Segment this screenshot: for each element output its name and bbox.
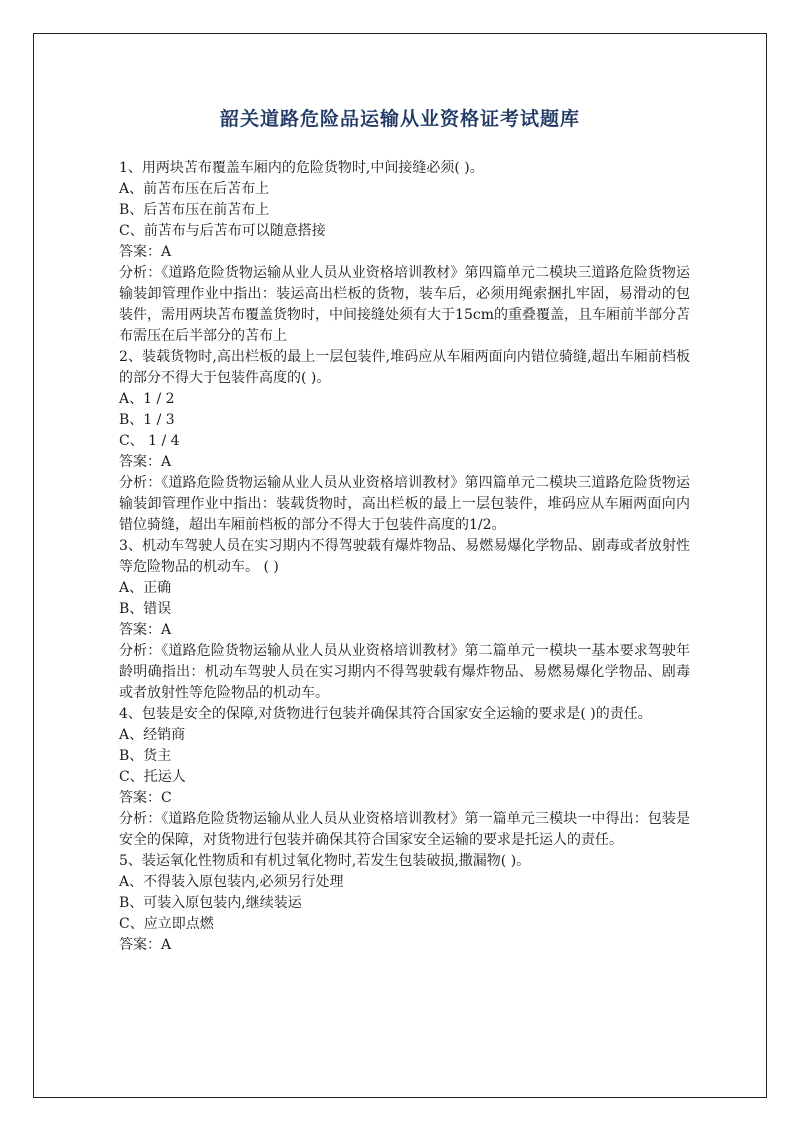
question-block-4	[119, 704, 690, 851]
answer: 答案：A	[119, 937, 172, 953]
analysis: 分析：《道路危险货物运输从业人员从业资格培训教材》第四篇单元二模块三道路危险货物运输装卸管理作业中指出：装载货物时，高出栏板的最上一层包装件，堆码应从车厢两面向内错位骑缝，超出车厢前档板的部分不得大于包装件高度的1/2。	[119, 475, 690, 533]
option-b: B、可装入原包装内,继续装运	[119, 895, 302, 911]
answer: 答案：C	[119, 790, 172, 806]
question-block-2	[119, 347, 690, 536]
document-title: 韶关道路危险品运输从业资格证考试题库	[219, 108, 580, 130]
option-b: B、货主	[119, 748, 172, 764]
answer: 答案：A	[119, 244, 172, 260]
answer: 答案：A	[119, 454, 172, 470]
analysis: 分析：《道路危险货物运输从业人员从业资格培训教材》第二篇单元一模块一基本要求驾驶年龄明确指出：机动车驾驶人员在实习期内不得驾驶载有爆炸物品、易燃易爆化学物品、剧毒或者放射性等危险物品的机动车。	[119, 643, 690, 701]
question-block-1	[119, 158, 690, 347]
option-c: C、应立即点燃	[119, 916, 214, 932]
answer: 答案：A	[119, 622, 172, 638]
option-a: A、经销商	[119, 727, 186, 743]
option-a: A、前苫布压在后苫布上	[119, 181, 270, 197]
question-block-5	[119, 851, 690, 956]
option-c: C、前苫布与后苫布可以随意搭接	[119, 223, 326, 239]
option-c: C、托运人	[119, 769, 186, 785]
option-a: A、不得装入原包装内,必须另行处理	[119, 874, 344, 890]
option-b: B、1 / 3	[119, 412, 175, 428]
question-text: 1、用两块苫布覆盖车厢内的危险货物时,中间接缝必须( )。	[119, 160, 484, 176]
option-c: C、 1 / 4	[119, 433, 180, 449]
option-b: B、后苫布压在前苫布上	[119, 202, 270, 218]
question-text: 4、包装是安全的保障,对货物进行包装并确保其符合国家安全运输的要求是( )的责任。	[119, 706, 652, 722]
question-list	[119, 158, 690, 956]
question-text: 5、装运氧化性物质和有机过氧化物时,若发生包装破损,撒漏物( )。	[119, 853, 531, 869]
analysis: 分析：《道路危险货物运输从业人员从业资格培训教材》第一篇单元三模块一中得出：包装是安全的保障，对货物进行包装并确保其符合国家安全运输的要求是托运人的责任。	[119, 811, 690, 848]
option-a: A、正确	[119, 580, 172, 596]
question-text: 3、机动车驾驶人员在实习期内不得驾驶载有爆炸物品、易燃易爆化学物品、剧毒或者放射性等危险物品的机动车。 ( )	[119, 538, 690, 575]
question-text: 2、装载货物时,高出栏板的最上一层包装件,堆码应从车厢两面向内错位骑缝,超出车厢前档板的部分不得大于包装件高度的( )。	[119, 349, 690, 386]
analysis: 分析：《道路危险货物运输从业人员从业资格培训教材》第四篇单元二模块三道路危险货物运输装卸管理作业中指出：装运高出栏板的货物，装车后，必须用绳索捆扎牢固，易滑动的包装件，需用两块苫布覆盖货物时，中间接缝处须有大于15cm的重叠覆盖，且车厢前半部分苫布需压在后半部分的苫布上	[119, 265, 690, 344]
option-b: B、错误	[119, 601, 172, 617]
question-block-3	[119, 536, 690, 704]
option-a: A、1 / 2	[119, 391, 175, 407]
